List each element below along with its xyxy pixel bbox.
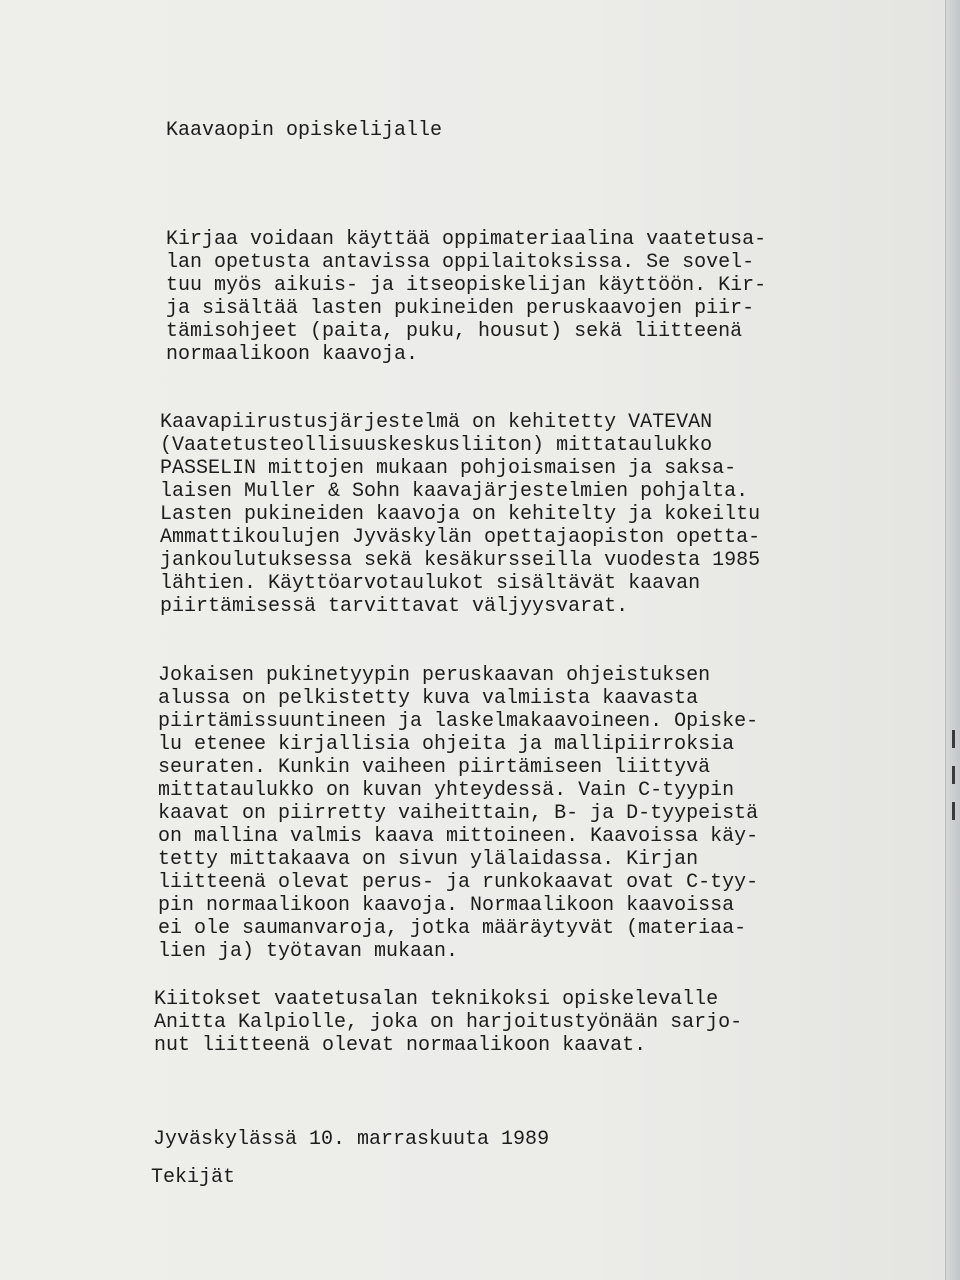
paragraph-thanks: Kiitokset vaatetusalan teknikoksi opiskelevalle Anitta Kalpiolle, joka on harjoitustyönään sarjo- nut liitteenä olevat normaalikoon kaavat.: [154, 988, 743, 1057]
paragraph-intro: Kirjaa voidaan käyttää oppimateriaalina vaatetusa- lan opetusta antavissa oppilaitoksissa. Se sovel- tuu myös aikuis- ja itseopiskelijan käyttöön. Kir- ja sisältää lasten pukineiden peruskaavojen piir- tämisohjeet (paita, puku, housut) sekä liitteenä normaalikoon kaavoja.: [166, 228, 767, 366]
place-date: Jyväskylässä 10. marraskuuta 1989: [153, 1128, 550, 1151]
signature: Tekijät: [151, 1166, 236, 1189]
page-title: Kaavaopin opiskelijalle: [166, 119, 443, 142]
edge-marks: [952, 730, 956, 850]
paragraph-instructions: Jokaisen pukinetyypin peruskaavan ohjeistuksen alussa on pelkistetty kuva valmiista kaavasta piirtämissuuntineen ja laskelmakaavoineen. Opiske- lu etenee kirjallisia ohjeita ja mallipiirroksia seuraten. Kunkin vaiheen piirtämiseen liittyvä mittataulukko on kuvan yhteydessä. Vain C-tyypin kaavat on piirretty vaiheittain, B- ja D-tyypeistä on mallina valmis kaava mittoineen. Kaavoissa käy- tetty mittakaava on sivun ylälaidassa. Kirjan liitteenä olevat perus- ja runkokaavat ovat C-tyy- pin normaalikoon kaavoja. Normaalikoon kaavoissa ei ole saumanvaroja, jotka määräytyvät (materiaa- lien ja) työtavan mukaan.: [158, 664, 759, 963]
page-edge: [945, 0, 960, 1280]
paragraph-system: Kaavapiirustusjärjestelmä on kehitetty VATEVAN (Vaatetusteollisuuskeskusliiton) mittataulukko PASSELIN mittojen mukaan pohjoismaisen ja saksa- laisen Muller & Sohn kaavajärjestelmien pohjalta. Lasten pukineiden kaavoja on kehitelty ja kokeiltu Ammattikoulujen Jyväskylän opettajaopiston opetta- jankoulutuksessa sekä kesäkursseilla vuodesta 1985 lähtien. Käyttöarvotaulukot sisältävät kaavan piirtämisessä tarvittavat väljyysvarat.: [160, 411, 761, 618]
